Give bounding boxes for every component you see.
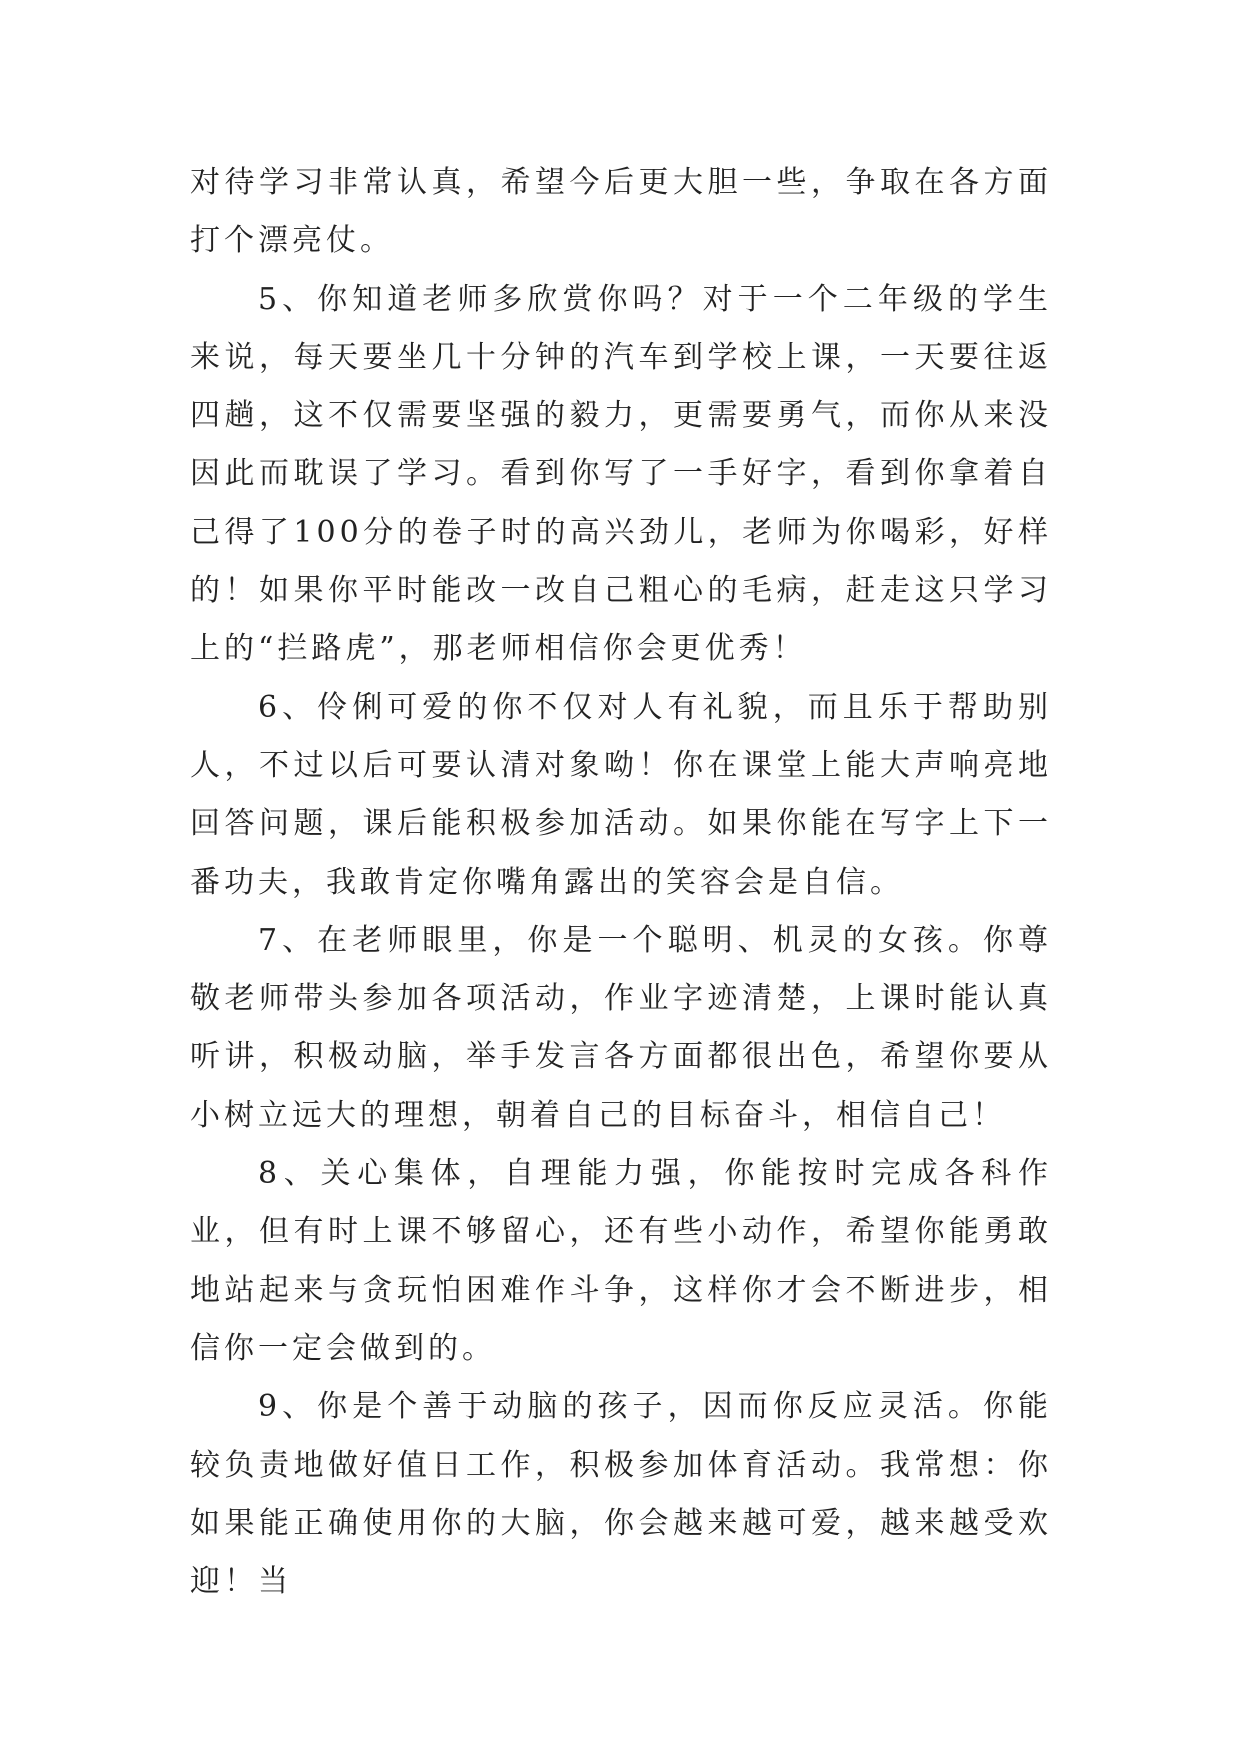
document-body <box>190 154 1052 1611</box>
paragraph-comment-8: 8、关心集体，自理能力强，你能按时完成各科作业，但有时上课不够留心，还有些小动作，希望你能勇敢地站起来与贪玩怕困难作斗争，这样你才会不断进步，相信你一定会做到的。 <box>190 1156 1052 1366</box>
paragraph-continuation: 对待学习非常认真，希望今后更大胆一些，争取在各方面打个漂亮仗。 <box>190 165 1052 259</box>
paragraph-comment-7: 7、在老师眼里，你是一个聪明、机灵的女孩。你尊敬老师带头参加各项活动，作业字迹清楚，上课时能认真听讲，积极动脑，举手发言各方面都很出色，希望你要从小树立远大的理想，朝着自己的目标奋斗，相信自己！ <box>190 922 1052 1133</box>
paragraph-comment-5: 5、你知道老师多欣赏你吗？对于一个二年级的学生来说，每天要坐几十分钟的汽车到学校上课，一天要往返四趟，这不仅需要坚强的毅力，更需要勇气，而你从来没因此而耽误了学习。看到你写了一手好字，看到你拿着自己得了100分的卷子时的高兴劲儿，老师为你喝彩，好样的！如果你平时能改一改自己粗心的毛病，赶走这只学习上的“拦路虎”，那老师相信你会更优秀！ <box>190 281 1052 667</box>
paragraph-comment-9: 9、你是个善于动脑的孩子，因而你反应灵活。你能较负责地做好值日工作，积极参加体育活动。我常想：你如果能正确使用你的大脑，你会越来越可爱，越来越受欢迎！当 <box>190 1389 1052 1600</box>
paragraph-comment-6: 6、伶俐可爱的你不仅对人有礼貌，而且乐于帮助别人，不过以后可要认清对象呦！你在课堂上能大声响亮地回答问题，课后能积极参加活动。如果你能在写字上下一番功夫，我敢肯定你嘴角露出的笑容会是自信。 <box>190 689 1052 900</box>
